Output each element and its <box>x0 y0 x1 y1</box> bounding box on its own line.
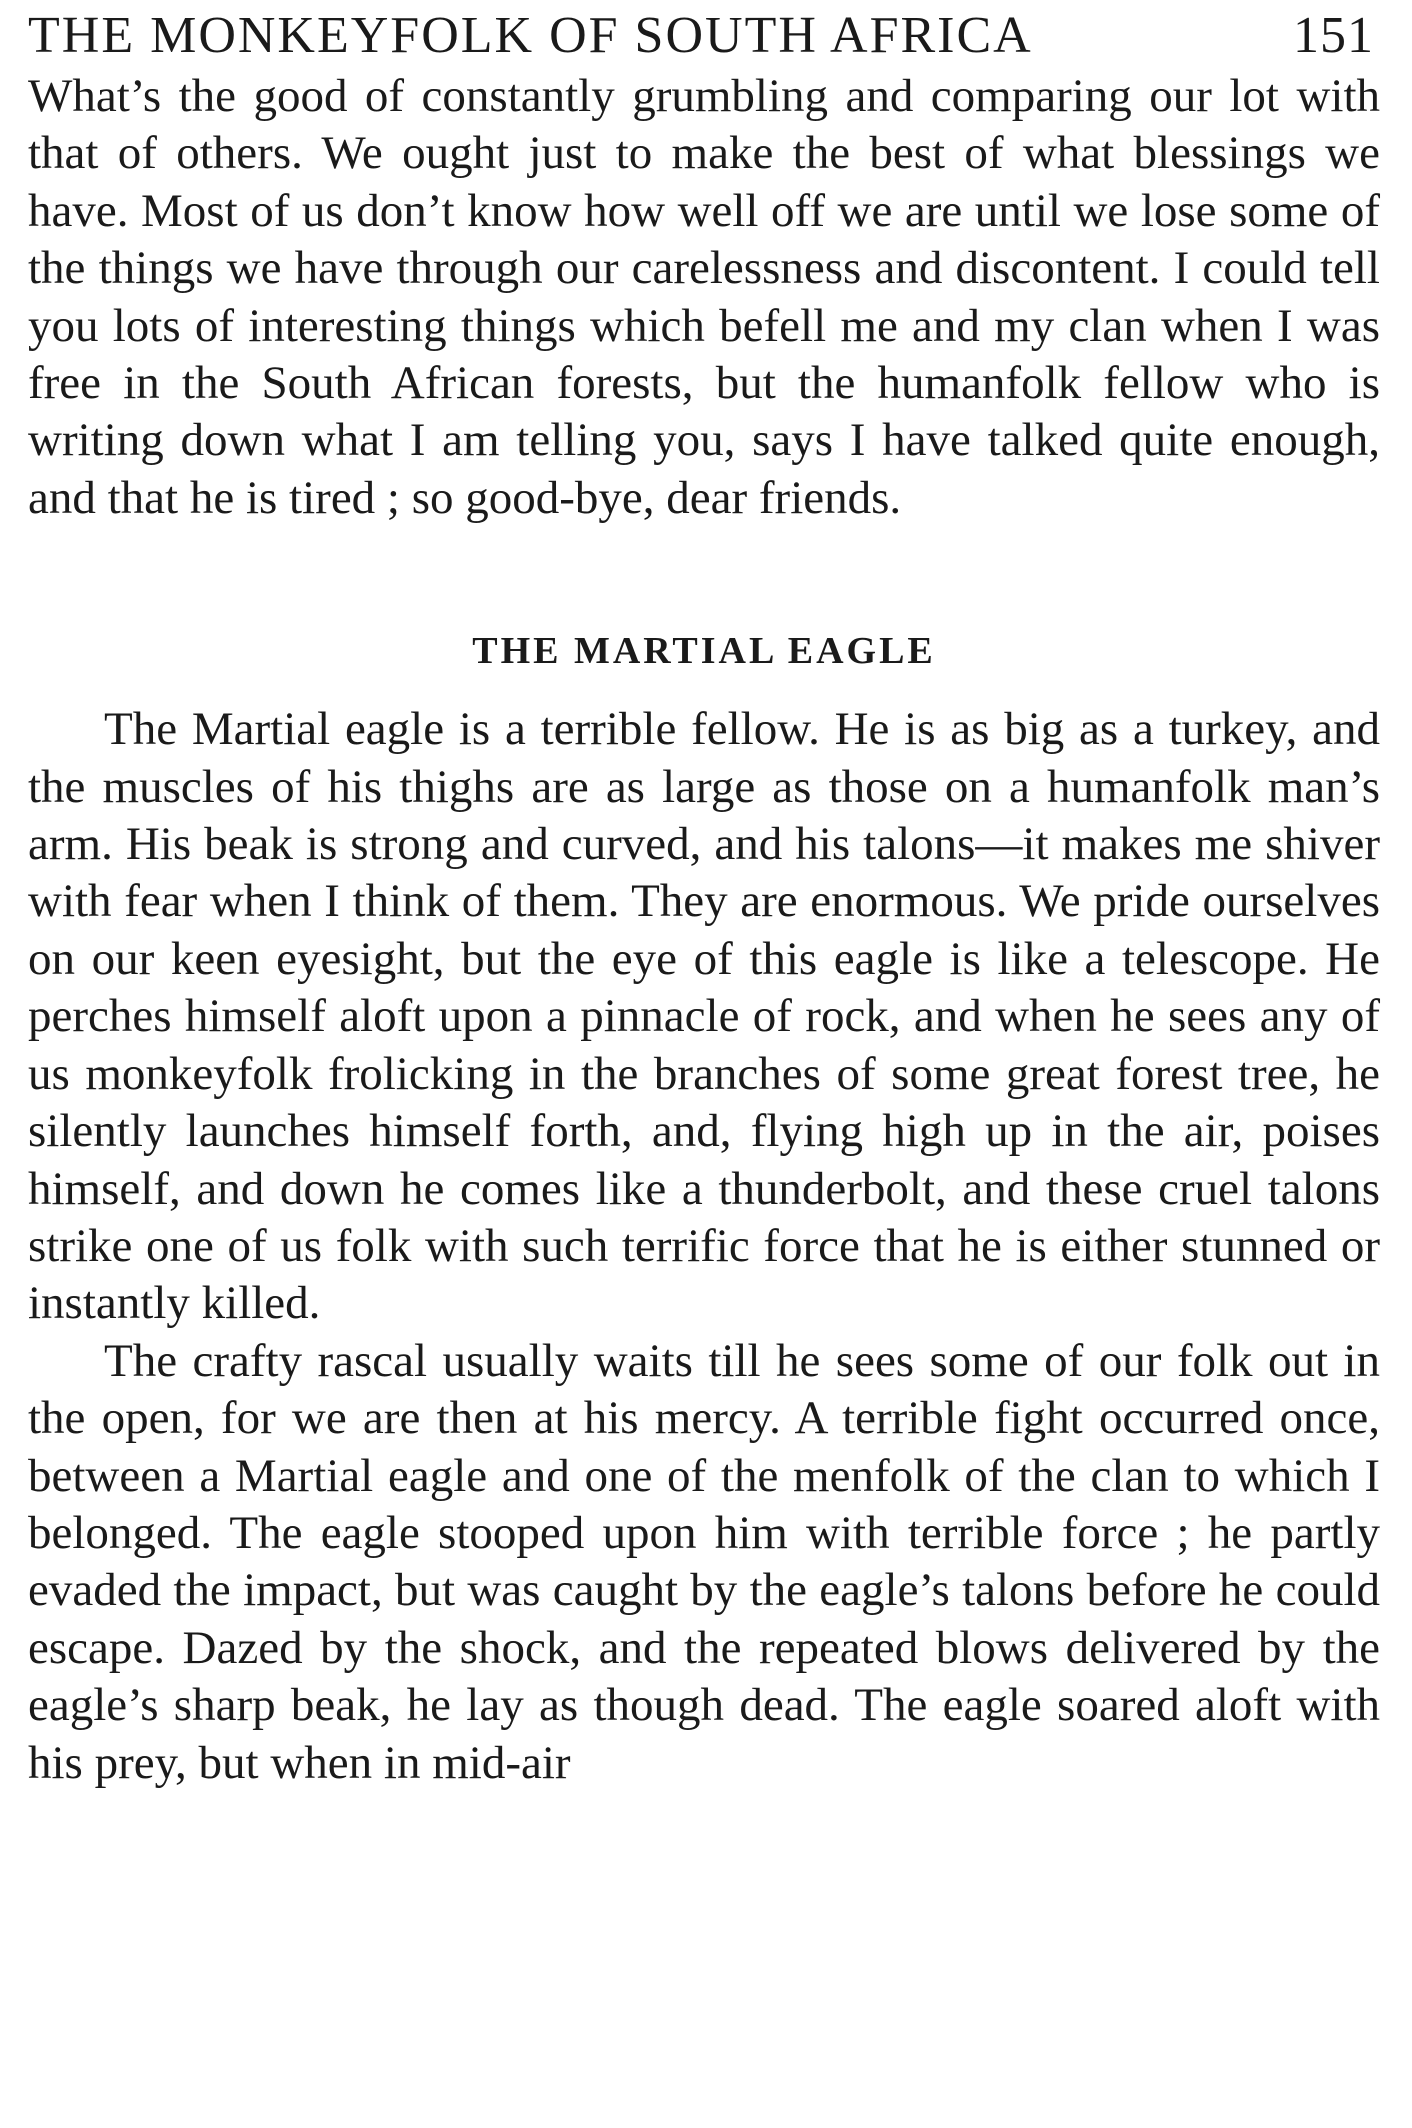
paragraph: What’s the good of constantly grumbling and comparing our lot with that of others. We ought just to make the best of what blessings we have. Most of us don’t know how well off we are until we lose some of the things we have through our carelessness and discontent. I could tell you lots of interesting things which befell me and my clan when I was free in the South African forests, but the humanfolk fellow who is writing down what I am telling you, says I have talked quite enough, and that he is tired ; so good-bye, dear friends. <box>28 70 1380 524</box>
paragraph: The Martial eagle is a terrible fellow. He is as big as a turkey, and the muscles of his thighs are as large as those on a humanfolk man’s arm. His beak is strong and curved, and his talons—it makes me shiver with fear when I think of them. They are enormous. We pride ourselves on our keen eyesight, but the eye of this eagle is like a telescope. He perches himself aloft upon a pinnacle of rock, and when he sees any of us monkeyfolk frolicking in the branches of some great forest tree, he silently launches himself forth, and, flying high up in the air, poises himself, and down he comes like a thunderbolt, and these cruel talons strike one of us folk with such terrific force that he is either stunned or instantly killed. <box>28 703 1380 1330</box>
running-head-title: THE MONKEYFOLK OF SOUTH AFRICA <box>28 7 1033 64</box>
page-number: 151 <box>1293 7 1374 64</box>
section-heading: THE MARTIAL EAGLE <box>472 630 936 673</box>
paragraph: The crafty rascal usually waits till he sees some of our folk out in the open, for we are then at his mercy. A terrible fight occurred once, between a Martial eagle and one of the menfolk of the clan to which I belonged. The eagle stooped upon him with terrible force ; he partly evaded the impact, but was caught by the eagle’s talons before he could escape. Dazed by the shock, and the repeated blows delivered by the eagle’s sharp beak, he lay as though dead. The eagle soared aloft with his prey, but when in mid-air <box>28 1334 1380 1789</box>
book-page <box>28 0 1380 1792</box>
running-head <box>28 0 1380 68</box>
section-spacer <box>28 527 1380 629</box>
